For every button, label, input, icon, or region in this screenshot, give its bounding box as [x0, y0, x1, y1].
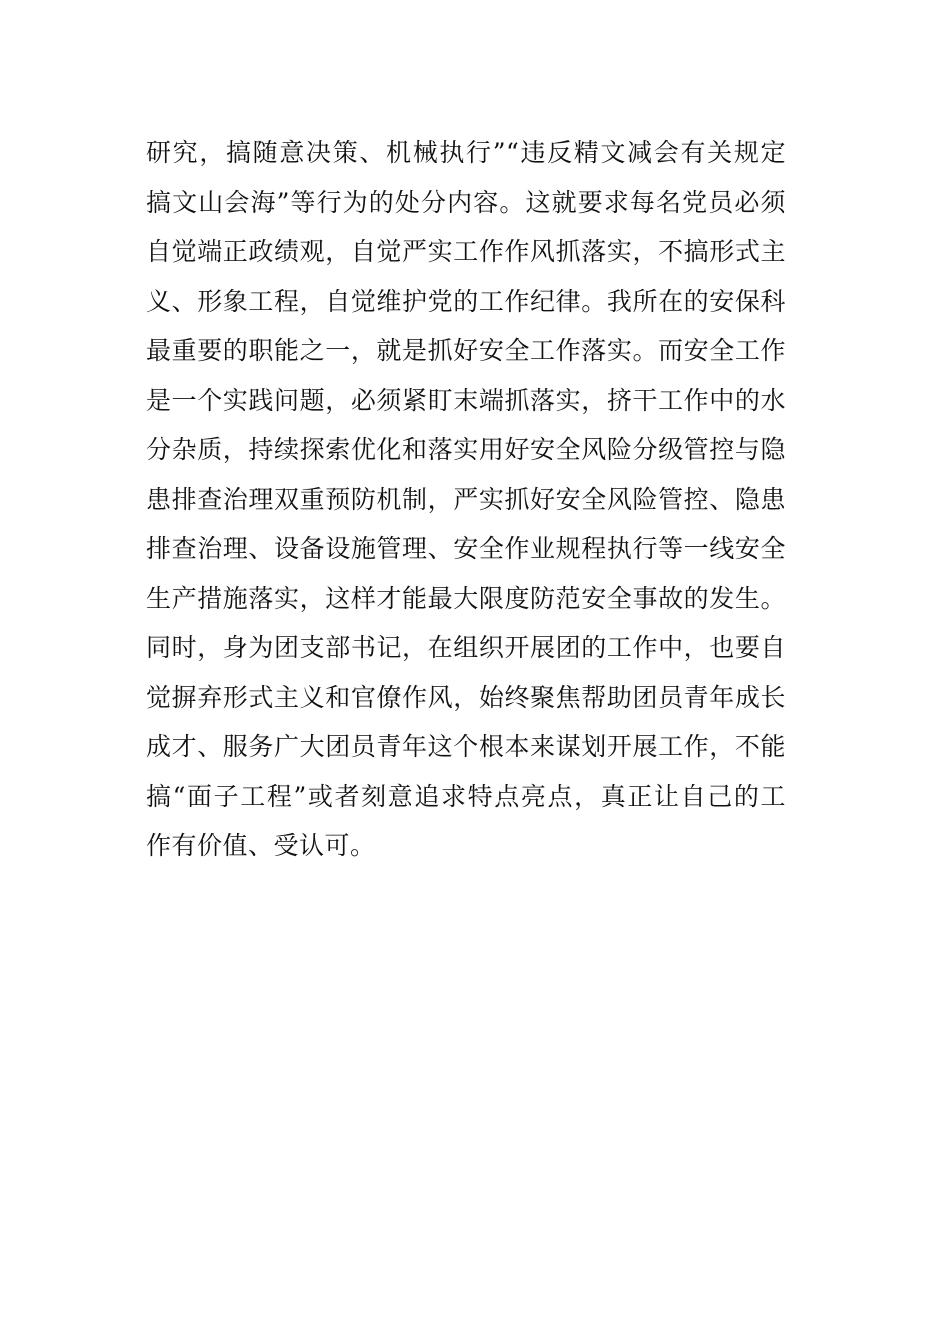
text-line-14: 搞“面子工程”或者刻意追求特点亮点，真正让自己的工 — [146, 781, 786, 811]
text-line-5: 最重要的职能之一，就是抓好安全工作落实。而安全工作 — [146, 336, 786, 365]
text-line-11: 同时，身为团支部书记，在组织开展团的工作中，也要自 — [146, 633, 786, 662]
text-line-9: 排查治理、设备设施管理、安全作业规程执行等一线安全 — [146, 534, 786, 563]
text-line-12: 觉摒弃形式主义和官僚作风，始终聚焦帮助团员青年成长 — [146, 682, 786, 712]
body-paragraph — [146, 128, 786, 871]
text-line-7: 分杂质，持续探索优化和落实用好安全风险分级管控与隐 — [146, 435, 786, 464]
text-line-8: 患排查治理双重预防机制，严实抓好安全风险管控、隐患 — [146, 484, 786, 514]
text-line-4: 义、形象工程，自觉维护党的工作纪律。我所在的安保科 — [146, 286, 786, 316]
text-line-10: 生产措施落实，这样才能最大限度防范安全事故的发生。 — [146, 583, 786, 613]
text-line-3: 自觉端正政绩观，自觉严实工作作风抓落实，不搞形式主 — [146, 237, 786, 266]
text-line-2: 搞文山会海”等行为的处分内容。这就要求每名党员必须 — [146, 187, 786, 217]
text-line-15: 作有价值、受认可。 — [146, 831, 376, 860]
text-line-13: 成才、服务广大团员青年这个根本来谋划开展工作，不能 — [146, 732, 786, 761]
text-line-1: 研究，搞随意决策、机械执行”“违反精文减会有关规定 — [146, 138, 786, 167]
text-line-6: 是一个实践问题，必须紧盯末端抓落实，挤干工作中的水 — [146, 385, 786, 415]
